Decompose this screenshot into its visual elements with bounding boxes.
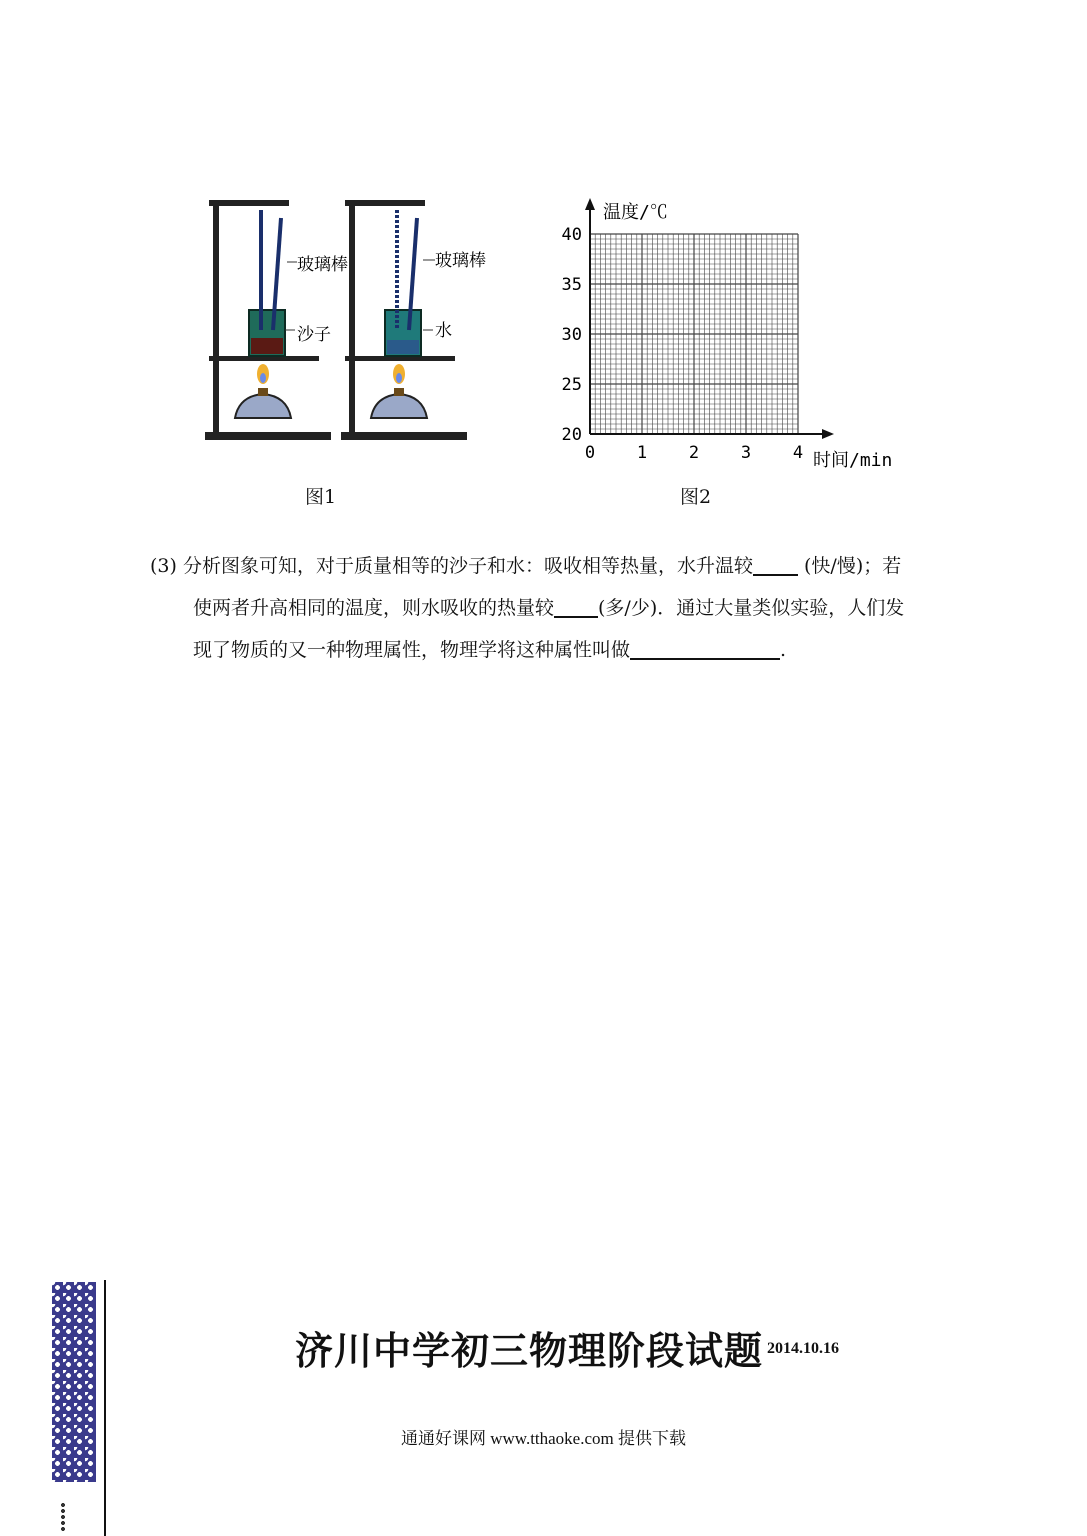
decorative-border-pattern: [52, 1282, 96, 1482]
question-3: [150, 545, 1010, 671]
question-line-2: [150, 587, 1010, 629]
footer-source: 通通好课网 www.tthaoke.com 提供下载: [400, 1429, 687, 1448]
chart-grid: [590, 234, 798, 434]
exam-title: 济川中学初三物理阶段试题: [295, 1328, 764, 1373]
question-text-3b: .: [780, 639, 787, 661]
label-glass-rod-right: 玻璃棒: [435, 251, 486, 271]
question-text-1a: 分析图象可知，对于质量相等的沙子和水：吸收相等热量，水升温较: [182, 555, 753, 577]
answer-blank-2[interactable]: [554, 594, 598, 618]
label-water: 水: [435, 321, 452, 341]
y-axis-label: 温度/℃: [603, 202, 668, 223]
answer-blank-1[interactable]: [753, 552, 798, 576]
x-axis-label: 时间/min: [813, 450, 893, 471]
question-line-3: [150, 629, 1010, 671]
y-tick-label: 40: [561, 225, 582, 245]
question-text-3a: 现了物质的又一种物理属性，物理学将这种属性叫做: [193, 639, 631, 661]
label-glass-rod-left: 玻璃棒: [297, 255, 348, 275]
question-text-2a: 使两者升高相同的温度，则水吸收的热量较: [193, 597, 555, 619]
y-tick-label: 25: [561, 375, 582, 395]
stand-sand: [205, 200, 331, 440]
exam-date: 2014.10.16: [767, 1340, 839, 1357]
x-tick-label: 0: [584, 443, 596, 463]
figure-2-chart: [545, 190, 925, 480]
y-tick-label: 30: [561, 325, 582, 345]
stand-water: [341, 200, 467, 440]
x-tick-label: 1: [636, 443, 648, 463]
alcohol-lamp-icon: [371, 394, 427, 418]
y-axis-arrow-icon: [585, 198, 595, 210]
y-tick-label: 20: [561, 425, 582, 445]
x-tick-label: 3: [740, 443, 752, 463]
figure-1-apparatus: [195, 190, 525, 450]
decorative-dots: [60, 1502, 66, 1532]
question-line-1: [150, 545, 1010, 587]
question-number: (3): [150, 555, 177, 577]
x-tick-label: 4: [792, 443, 804, 463]
y-tick-label: 35: [561, 275, 582, 295]
question-text-1b: (快/慢)；若: [797, 555, 902, 577]
question-text-2b: (多/少)．通过大量类似实验，人们发: [598, 597, 905, 619]
binding-line: [104, 1280, 106, 1536]
label-sand: 沙子: [297, 325, 331, 345]
figure-2-caption: 图2: [680, 486, 712, 508]
figure-1-caption: 图1: [305, 486, 337, 508]
answer-blank-3[interactable]: [630, 636, 780, 660]
x-tick-label: 2: [688, 443, 700, 463]
x-axis-arrow-icon: [822, 429, 834, 439]
alcohol-lamp-icon: [235, 394, 291, 418]
